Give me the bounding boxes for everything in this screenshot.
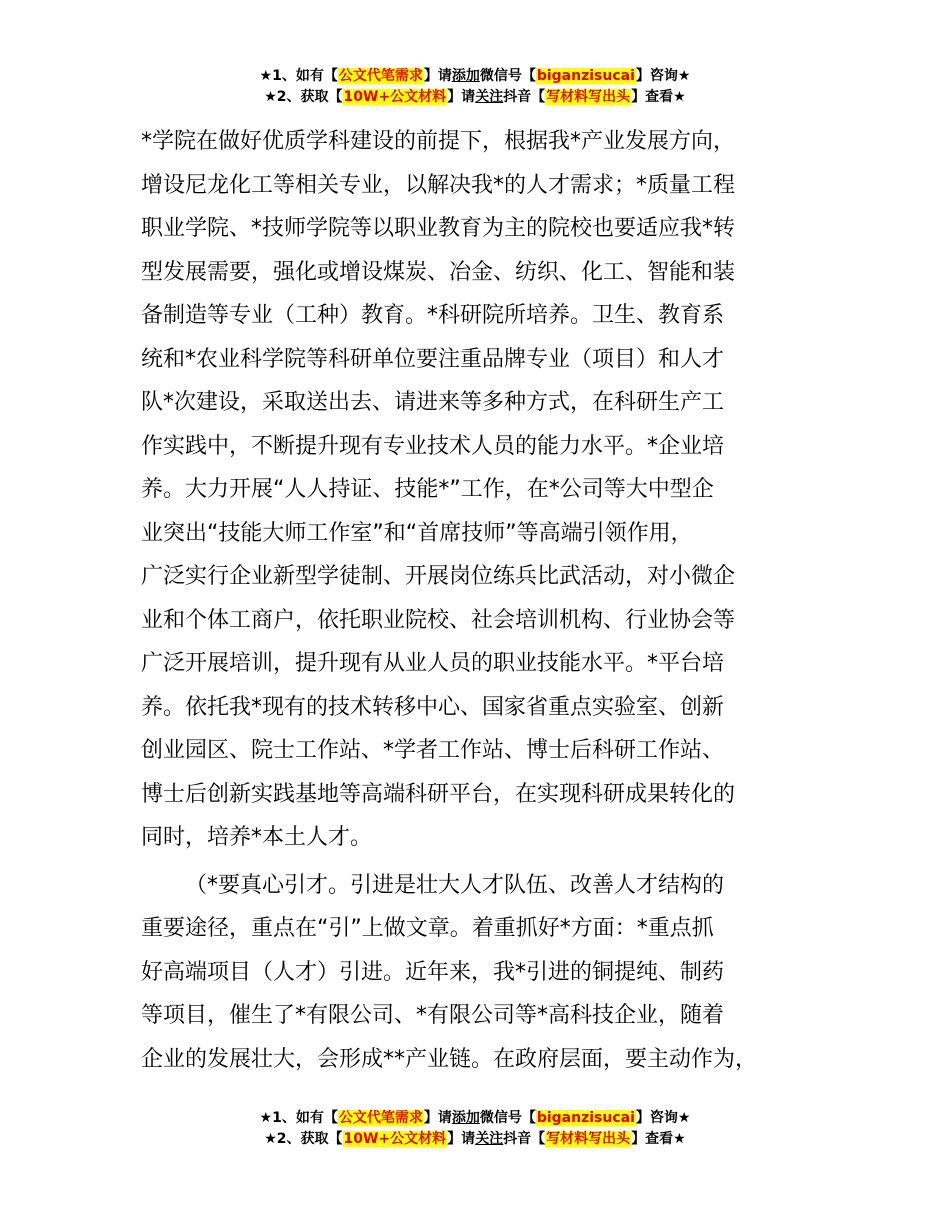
- text-line: 同时，培养*本土人才。: [141, 825, 373, 850]
- highlight-service: 公文代笔需求: [338, 68, 423, 84]
- text-line: 等项目，催生了*有限公司、*有限公司等*高科技企业，随着: [141, 1003, 725, 1028]
- highlight-service: 公文代笔需求: [338, 1110, 423, 1126]
- header-banner: [0, 66, 950, 108]
- banner-text: 】请: [423, 1110, 452, 1126]
- document-body: [141, 120, 821, 1081]
- banner-text: 】咨询★: [635, 68, 691, 84]
- banner-text: 微信号【: [479, 68, 536, 84]
- text-line: 业突出“技能大师工作室”和“首席技师”等高端引领作用，: [141, 520, 693, 546]
- text-line: 广泛实行企业新型学徒制、开展岗位练兵比武活动，对小微企: [141, 564, 736, 589]
- banner-text: 微信号【: [479, 1110, 536, 1126]
- banner-text: 】请: [423, 68, 452, 84]
- highlight-materials: 10W+公文材料: [343, 1131, 447, 1147]
- banner-line-1: [0, 1108, 950, 1129]
- text-line: 型发展需要，强化或增设煤炭、冶金、纺织、化工、智能和装: [141, 259, 736, 285]
- banner-text: 】查看★: [631, 89, 686, 105]
- text-line: 企业的发展壮大，会形成**产业链。在政府层面，要主动作为，: [141, 1046, 758, 1072]
- text-line: 好高端项目（人才）引进。近年来，我*引进的铜提纯、制药: [141, 959, 725, 985]
- text-line: 重要途径，重点在“引”上做文章。着重抓好*方面：*重点抓: [141, 916, 714, 941]
- text-line: 创业园区、院士工作站、*学者工作站、博士后科研工作站、: [141, 738, 725, 763]
- banner-text: 】咨询★: [635, 1110, 691, 1126]
- paragraph-2: [141, 864, 821, 1082]
- banner-text: 】请: [447, 1131, 476, 1147]
- underlined-word: 添加: [451, 1110, 480, 1126]
- text-line: 作实践中，不断提升现有专业技术人员的能力水平。*企业培: [141, 433, 725, 459]
- highlight-douyin-id: 写材料写出头: [546, 1131, 631, 1147]
- footer-banner: [0, 1108, 950, 1150]
- underlined-word: 关注: [475, 1131, 504, 1147]
- paragraph-1: [141, 120, 821, 860]
- banner-line-1: [0, 66, 950, 87]
- banner-text: 抖音【: [503, 1131, 546, 1147]
- highlight-wechat-id: biganzisucai: [536, 1110, 635, 1126]
- banner-line-2: [0, 1129, 950, 1150]
- underlined-word: 添加: [451, 68, 480, 84]
- banner-text: 】请: [447, 89, 476, 105]
- text-line: 备制造等专业（工种）教育。*科研院所培养。卫生、教育系: [141, 303, 725, 328]
- banner-text: 抖音【: [503, 89, 546, 105]
- text-line: 职业学院、*技师学院等以职业教育为主的院校也要适应我*转: [141, 216, 736, 241]
- underlined-word: 关注: [475, 89, 504, 105]
- text-line: 博士后创新实践基地等高端科研平台，在实现科研成果转化的: [141, 781, 736, 807]
- text-line: （*要真心引才。引进是壮大人才队伍、改善人才结构的: [185, 872, 725, 898]
- banner-text: ★1、如有【: [259, 1110, 338, 1126]
- highlight-douyin-id: 写材料写出头: [546, 89, 631, 105]
- text-line: 养。依托我*现有的技术转移中心、国家省重点实验室、创新: [141, 694, 725, 720]
- highlight-wechat-id: biganzisucai: [536, 68, 635, 84]
- text-line: *学院在做好优质学科建设的前提下，根据我*产业发展方向，: [141, 129, 736, 154]
- banner-line-2: [0, 87, 950, 108]
- highlight-materials: 10W+公文材料: [343, 89, 447, 105]
- banner-text: 】查看★: [631, 1131, 686, 1147]
- text-line: 增设尼龙化工等相关专业，以解决我*的人才需求；*质量工程: [141, 172, 736, 198]
- text-line: 业和个体工商户，依托职业院校、社会培训机构、行业协会等: [141, 607, 736, 633]
- banner-text: ★1、如有【: [259, 68, 338, 84]
- text-line: 统和*农业科学院等科研单位要注重品牌专业（项目）和人才: [141, 346, 725, 372]
- text-line: 养。大力开展“人人持证、技能*”工作，在*公司等大中型企: [141, 477, 714, 502]
- text-line: 广泛开展培训，提升现有从业人员的职业技能水平。*平台培: [141, 651, 725, 676]
- text-line: 队*次建设，采取送出去、请进来等多种方式，在科研生产工: [141, 390, 725, 415]
- banner-text: ★2、获取【: [264, 89, 343, 105]
- banner-text: ★2、获取【: [264, 1131, 343, 1147]
